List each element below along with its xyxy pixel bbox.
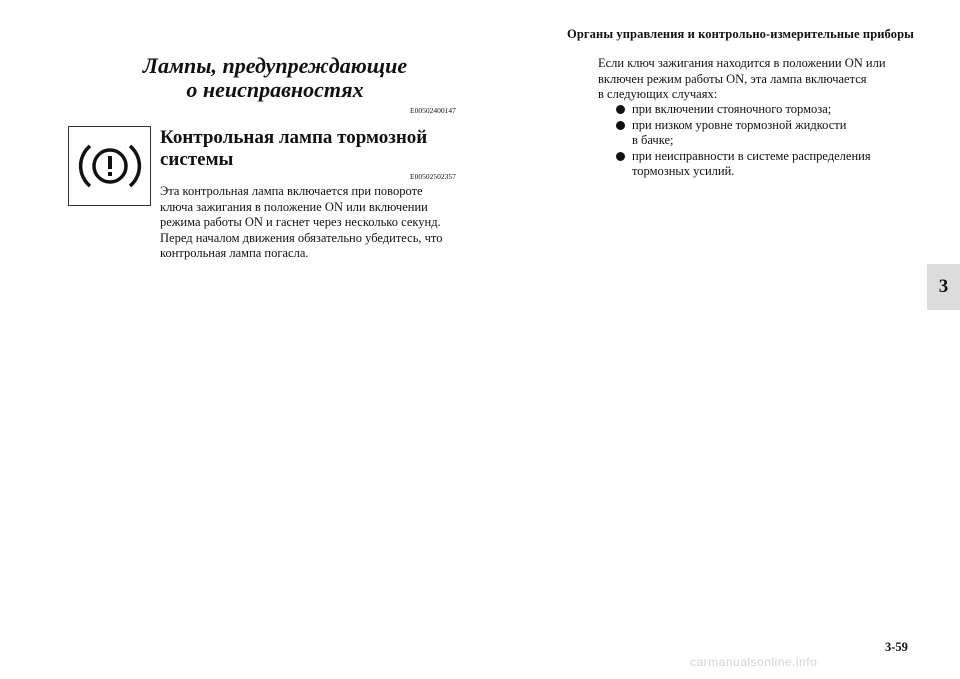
- subsection-title-line-2: системы: [160, 149, 234, 170]
- bullet-icon: [616, 105, 625, 114]
- list-item-text: при низком уровне тормозной жидкости: [632, 117, 847, 132]
- lamp-conditions-list: [614, 102, 914, 180]
- text-line: Эта контрольная лампа включается при повороте: [160, 184, 423, 198]
- subsection-title-line-1: Контрольная лампа тормозной: [160, 127, 428, 148]
- page-number: 3-59: [885, 640, 908, 654]
- lamp-conditions-intro: [598, 56, 918, 103]
- brake-warning-icon-box: [68, 126, 151, 206]
- text-line: ключа зажигания в положение ON или включении: [160, 199, 428, 214]
- watermark: carmanualsonline.info: [690, 655, 818, 669]
- running-header: Органы управления и контрольно-измерительные приборы: [567, 27, 914, 41]
- text-line: Если ключ зажигания находится в положении ON или: [598, 56, 886, 70]
- bullet-icon: [616, 152, 625, 161]
- section-title-line-2: о неисправностях: [186, 77, 364, 102]
- bullet-icon: [616, 121, 625, 130]
- subsection-code: E00502502357: [410, 172, 456, 181]
- section-title-line-1: Лампы, предупреждающие: [142, 53, 408, 78]
- section-title: [110, 54, 440, 102]
- text-line: Перед началом движения обязательно убедитесь, что: [160, 230, 443, 245]
- section-code: E00502400147: [410, 106, 456, 115]
- brake-warning-icon: [75, 138, 145, 194]
- list-item-text-cont: в бачке;: [632, 133, 674, 147]
- subsection-title: [160, 127, 427, 171]
- list-item-text: при включении стояночного тормоза;: [632, 102, 832, 116]
- text-line: режима работы ON и гаснет через несколько секунд.: [160, 215, 441, 229]
- text-line: включен режим работы ON, эта лампа включается: [598, 71, 867, 86]
- list-item: [614, 102, 914, 118]
- list-item: [614, 118, 914, 149]
- list-item-text: при неисправности в системе распределения: [632, 148, 871, 163]
- text-line: в следующих случаях:: [598, 87, 718, 101]
- chapter-tab: 3: [927, 264, 960, 310]
- text-line: контрольная лампа погасла.: [160, 246, 309, 260]
- brake-lamp-description: [160, 184, 480, 262]
- list-item-text-cont: тормозных усилий.: [632, 164, 735, 178]
- list-item: [614, 149, 914, 180]
